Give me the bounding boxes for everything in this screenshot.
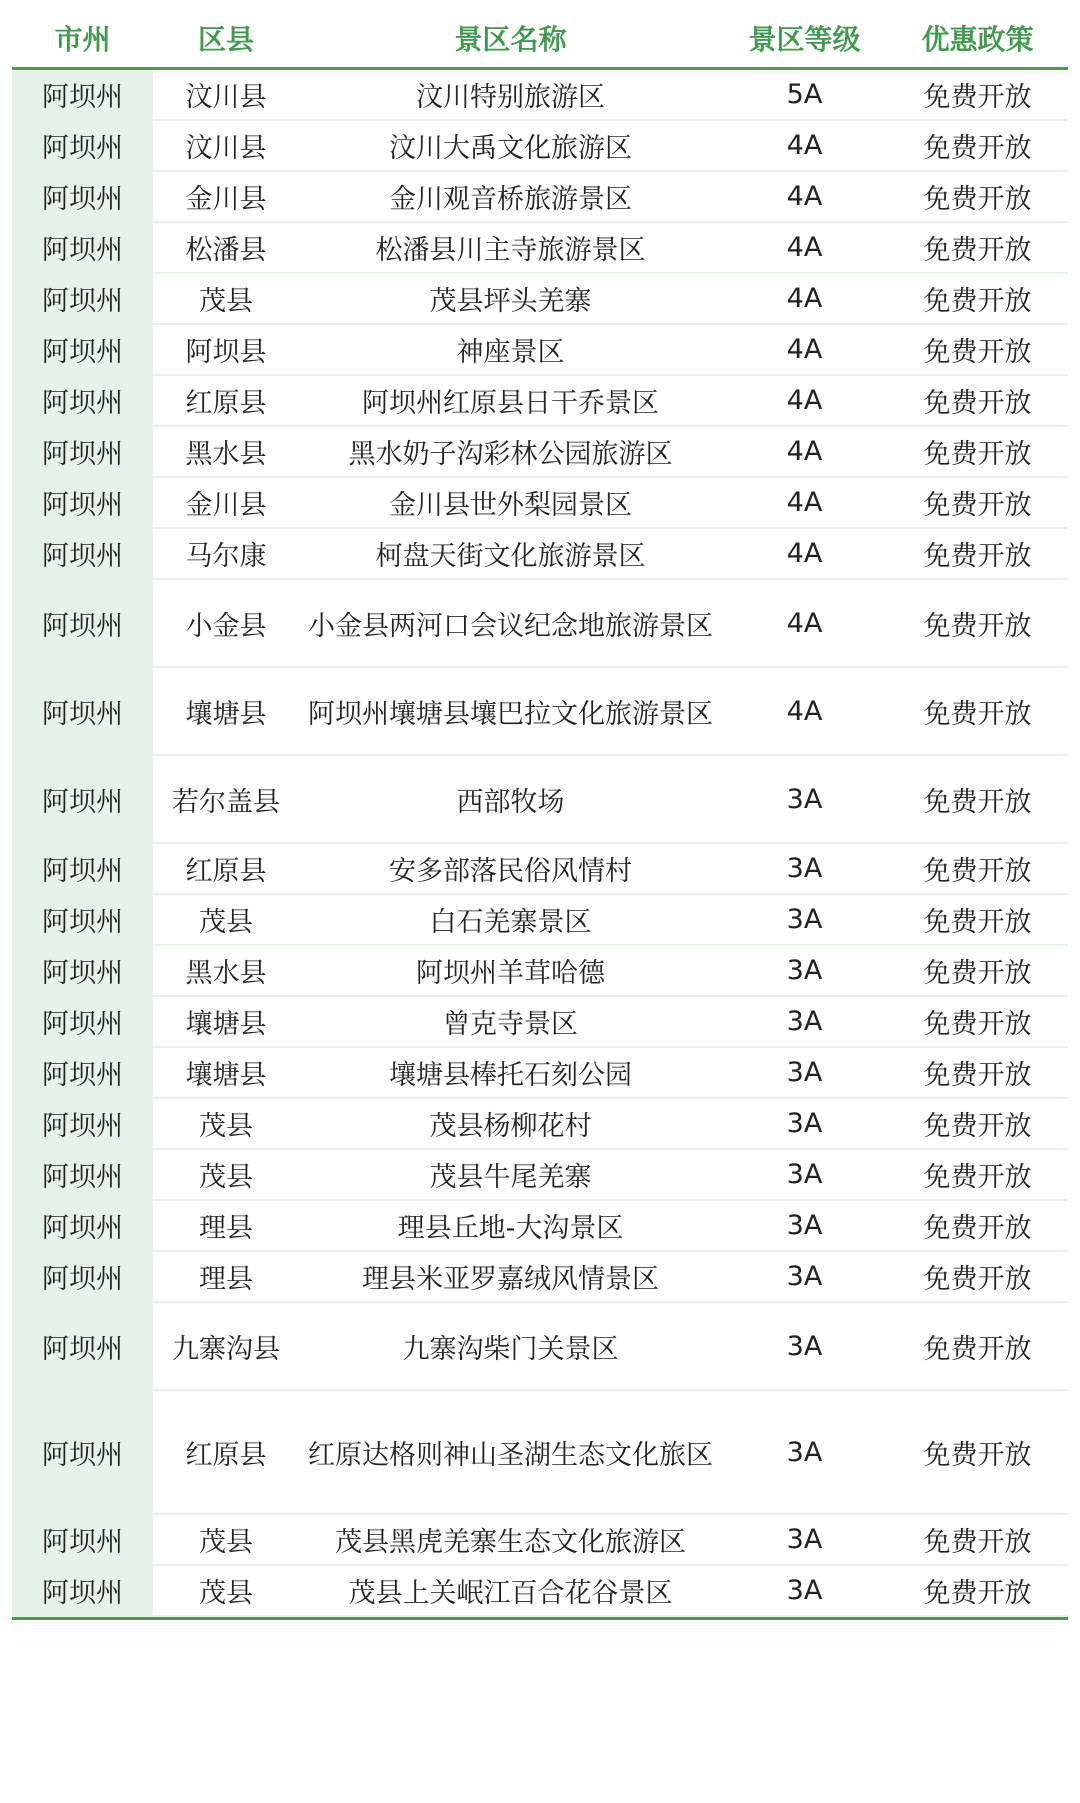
grade-cell: 3A [786, 1261, 823, 1292]
table-row [12, 325, 1068, 376]
county-cell: 壤塘县 [185, 1009, 267, 1040]
county-cell: 小金县 [185, 610, 267, 642]
grade-cell: 4A [786, 181, 823, 212]
table-row [12, 1201, 1068, 1252]
scenic-name-cell: 茂县坪头羌寨 [429, 286, 592, 317]
policy-cell: 免费开放 [923, 1264, 1032, 1295]
policy-cell: 免费开放 [923, 856, 1032, 887]
city-cell: 阿坝州 [12, 1566, 153, 1615]
city-cell: 阿坝州 [12, 427, 153, 476]
policy-cell: 免费开放 [923, 184, 1032, 215]
scenic-name-cell: 松潘县川主寺旅游景区 [375, 235, 646, 266]
grade-cell: 3A [786, 904, 823, 935]
table-header-row [12, 8, 1068, 70]
city-cell: 阿坝州 [12, 223, 153, 272]
grade-cell: 4A [786, 334, 823, 365]
grade-cell: 4A [786, 695, 823, 727]
city-cell: 阿坝州 [12, 668, 153, 754]
grade-cell: 3A [786, 955, 823, 986]
policy-cell: 免费开放 [923, 490, 1032, 521]
table-row [12, 478, 1068, 529]
city-cell: 阿坝州 [12, 1252, 153, 1301]
city-cell: 阿坝州 [12, 580, 153, 666]
header-county: 区县 [197, 22, 254, 56]
city-cell: 阿坝州 [12, 1048, 153, 1097]
county-cell: 金川县 [185, 184, 267, 215]
table-row [12, 274, 1068, 325]
county-cell: 金川县 [185, 490, 267, 521]
policy-cell: 免费开放 [923, 1333, 1032, 1365]
policy-cell: 免费开放 [923, 235, 1032, 266]
table-row [12, 1303, 1068, 1391]
policy-cell: 免费开放 [923, 541, 1032, 572]
table-body [12, 70, 1068, 1617]
grade-cell: 4A [786, 283, 823, 314]
scenic-name-cell: 白石羌寨景区 [429, 907, 592, 938]
grade-cell: 4A [786, 538, 823, 569]
table-row [12, 1515, 1068, 1566]
county-cell: 茂县 [199, 1111, 253, 1142]
city-cell: 阿坝州 [12, 172, 153, 221]
table-row [12, 121, 1068, 172]
header-policy: 优惠政策 [921, 22, 1034, 56]
scenic-name-cell: 茂县牛尾羌寨 [429, 1162, 592, 1193]
county-cell: 红原县 [185, 1439, 267, 1471]
grade-cell: 3A [786, 783, 823, 815]
county-cell: 马尔康 [185, 541, 267, 572]
scenic-name-cell: 曾克寺景区 [443, 1009, 578, 1040]
county-cell: 理县 [199, 1213, 253, 1244]
city-cell: 阿坝州 [12, 1150, 153, 1199]
county-cell: 黑水县 [185, 439, 267, 470]
grade-cell: 5A [786, 79, 823, 110]
city-cell: 阿坝州 [12, 1303, 153, 1389]
scenic-name-cell: 九寨沟柴门关景区 [402, 1333, 619, 1365]
table-row [12, 1150, 1068, 1201]
city-cell: 阿坝州 [12, 121, 153, 170]
policy-cell: 免费开放 [923, 133, 1032, 164]
scenic-name-cell: 神座景区 [456, 337, 565, 368]
grade-cell: 4A [786, 130, 823, 161]
scenic-name-cell: 阿坝州红原县日干乔景区 [362, 388, 659, 419]
city-cell: 阿坝州 [12, 70, 153, 119]
table-row [12, 580, 1068, 668]
county-cell: 松潘县 [185, 235, 267, 266]
policy-cell: 免费开放 [923, 1213, 1032, 1244]
city-cell: 阿坝州 [12, 274, 153, 323]
grade-cell: 3A [786, 1108, 823, 1139]
scenic-name-cell: 金川观音桥旅游景区 [389, 184, 632, 215]
policy-cell: 免费开放 [923, 1060, 1032, 1091]
table-row [12, 529, 1068, 580]
scenic-name-cell: 理县丘地-大沟景区 [397, 1213, 624, 1244]
county-cell: 红原县 [185, 388, 267, 419]
county-cell: 理县 [199, 1264, 253, 1295]
grade-cell: 3A [786, 1575, 823, 1606]
scenic-name-cell: 柯盘天街文化旅游景区 [375, 541, 646, 572]
policy-cell: 免费开放 [923, 1009, 1032, 1040]
table-row [12, 427, 1068, 478]
table-row [12, 1048, 1068, 1099]
county-cell: 九寨沟县 [172, 1333, 280, 1365]
table-row [12, 946, 1068, 997]
grade-cell: 3A [786, 1524, 823, 1555]
grade-cell: 3A [786, 1057, 823, 1088]
city-cell: 阿坝州 [12, 1099, 153, 1148]
table-row [12, 1566, 1068, 1617]
table-row [12, 895, 1068, 946]
county-cell: 若尔盖县 [172, 786, 280, 818]
county-cell: 茂县 [199, 1578, 253, 1609]
county-cell: 茂县 [199, 1527, 253, 1558]
policy-cell: 免费开放 [923, 698, 1032, 730]
scenic-name-cell: 汶川大禹文化旅游区 [389, 133, 632, 164]
grade-cell: 4A [786, 385, 823, 416]
policy-cell: 免费开放 [923, 337, 1032, 368]
scenic-name-cell: 茂县黑虎羌寨生态文化旅游区 [335, 1527, 686, 1558]
table-row [12, 756, 1068, 844]
header-grade: 景区等级 [748, 22, 861, 56]
scenic-spot-table [12, 8, 1068, 1620]
county-cell: 茂县 [199, 1162, 253, 1193]
policy-cell: 免费开放 [923, 286, 1032, 317]
scenic-name-cell: 红原达格则神山圣湖生态文化旅区 [308, 1439, 713, 1471]
city-cell: 阿坝州 [12, 895, 153, 944]
county-cell: 黑水县 [185, 958, 267, 989]
policy-cell: 免费开放 [923, 610, 1032, 642]
policy-cell: 免费开放 [923, 1162, 1032, 1193]
city-cell: 阿坝州 [12, 844, 153, 893]
table-row [12, 1391, 1068, 1515]
county-cell: 壤塘县 [185, 1060, 267, 1091]
county-cell: 红原县 [185, 856, 267, 887]
policy-cell: 免费开放 [923, 1111, 1032, 1142]
city-cell: 阿坝州 [12, 1515, 153, 1564]
scenic-name-cell: 茂县杨柳花村 [429, 1111, 592, 1142]
scenic-name-cell: 壤塘县棒托石刻公园 [389, 1060, 632, 1091]
grade-cell: 3A [786, 1006, 823, 1037]
scenic-name-cell: 小金县两河口会议纪念地旅游景区 [308, 610, 713, 642]
city-cell: 阿坝州 [12, 376, 153, 425]
header-scenic-name: 景区名称 [454, 22, 567, 56]
table-row [12, 1252, 1068, 1303]
policy-cell: 免费开放 [923, 1578, 1032, 1609]
city-cell: 阿坝州 [12, 529, 153, 578]
table-row [12, 376, 1068, 427]
scenic-name-cell: 黑水奶子沟彩林公园旅游区 [348, 439, 673, 470]
scenic-name-cell: 理县米亚罗嘉绒风情景区 [362, 1264, 659, 1295]
grade-cell: 3A [786, 1159, 823, 1190]
county-cell: 茂县 [199, 286, 253, 317]
scenic-name-cell: 安多部落民俗风情村 [389, 856, 632, 887]
policy-cell: 免费开放 [923, 907, 1032, 938]
policy-cell: 免费开放 [923, 1439, 1032, 1471]
grade-cell: 4A [786, 487, 823, 518]
city-cell: 阿坝州 [12, 325, 153, 374]
scenic-name-cell: 阿坝州羊茸哈德 [416, 958, 605, 989]
grade-cell: 4A [786, 436, 823, 467]
table-row [12, 844, 1068, 895]
city-cell: 阿坝州 [12, 997, 153, 1046]
county-cell: 茂县 [199, 907, 253, 938]
table-row [12, 70, 1068, 121]
city-cell: 阿坝州 [12, 1201, 153, 1250]
county-cell: 汶川县 [185, 82, 267, 113]
policy-cell: 免费开放 [923, 786, 1032, 818]
grade-cell: 3A [786, 1210, 823, 1241]
scenic-name-cell: 金川县世外梨园景区 [389, 490, 632, 521]
table-row [12, 172, 1068, 223]
policy-cell: 免费开放 [923, 388, 1032, 419]
table-row [12, 997, 1068, 1048]
grade-cell: 4A [786, 607, 823, 639]
city-cell: 阿坝州 [12, 946, 153, 995]
table-row [12, 1099, 1068, 1150]
county-cell: 阿坝县 [185, 337, 267, 368]
city-cell: 阿坝州 [12, 1391, 153, 1513]
scenic-name-cell: 阿坝州壤塘县壤巴拉文化旅游景区 [308, 698, 713, 730]
county-cell: 壤塘县 [185, 698, 267, 730]
policy-cell: 免费开放 [923, 82, 1032, 113]
city-cell: 阿坝州 [12, 478, 153, 527]
county-cell: 汶川县 [185, 133, 267, 164]
policy-cell: 免费开放 [923, 958, 1032, 989]
scenic-name-cell: 汶川特别旅游区 [416, 82, 605, 113]
table-row [12, 668, 1068, 756]
scenic-name-cell: 西部牧场 [456, 786, 565, 818]
table-bottom-rule [12, 1617, 1068, 1620]
table-row [12, 223, 1068, 274]
policy-cell: 免费开放 [923, 439, 1032, 470]
scenic-name-cell: 茂县上关岷江百合花谷景区 [348, 1578, 673, 1609]
grade-cell: 3A [786, 853, 823, 884]
header-city: 市州 [54, 22, 111, 56]
grade-cell: 4A [786, 232, 823, 263]
grade-cell: 3A [786, 1330, 823, 1362]
city-cell: 阿坝州 [12, 756, 153, 842]
grade-cell: 3A [786, 1436, 823, 1468]
policy-cell: 免费开放 [923, 1527, 1032, 1558]
